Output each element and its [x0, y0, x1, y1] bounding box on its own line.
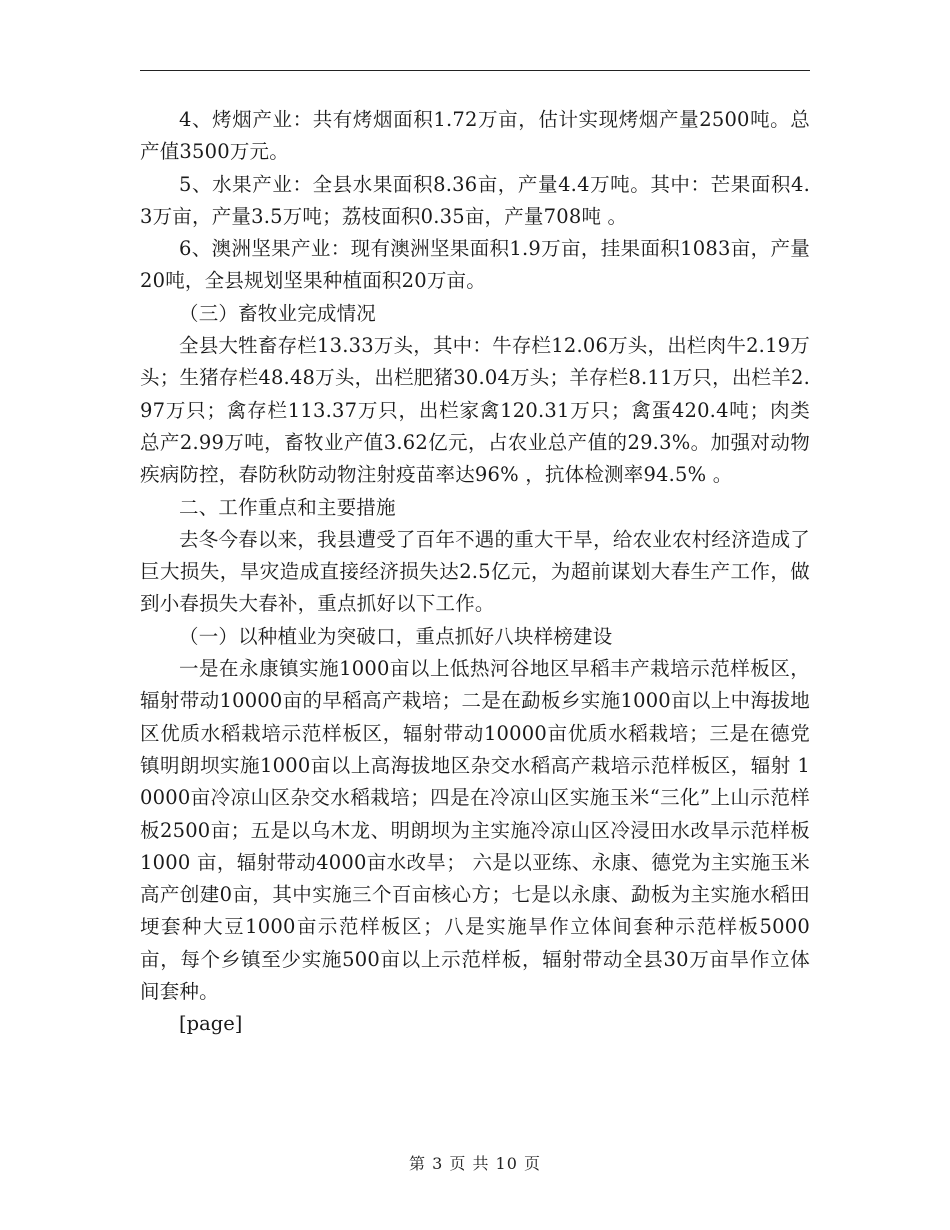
header-rule [140, 70, 810, 71]
paragraph-fruit: 5、水果产业：全县水果面积8.36亩，产量4.4万吨。其中：芒果面积4.3万亩，产量3.5万吨；荔枝面积0.35亩，产量708吨 。 [140, 172, 810, 228]
paragraph-tobacco: 4、烤烟产业：共有烤烟面积1.72万亩，估计实现烤烟产量2500吨。总产值3500万元。 [140, 108, 810, 164]
paragraph-livestock: 全县大牲畜存栏13.33万头，其中：牛存栏12.06万头，出栏肉牛2.19万头；生猪存栏48.48万头，出栏肥猪30.04万头；羊存栏8.11万只，出栏羊2.97万只；禽存栏113.37万只，出栏家禽120.31万只；禽蛋420.4吨；肉类总产2.99万吨，畜牧业产值3.62亿元，占农业总产值的29.3%。加强对动物疾病防控，春防秋防动物注射疫苗率达96% ，抗体检测率94.5% 。 [140, 334, 810, 487]
page-marker: [page] [179, 1012, 243, 1036]
paragraph-drought: 去冬今春以来，我县遭受了百年不遇的重大干旱，给农业农村经济造成了巨大损失，旱灾造成直接经济损失达2.5亿元，为超前谋划大春生产工作，做到小春损失大春补，重点抓好以下工作。 [140, 527, 810, 616]
paragraph-demo-plots: 一是在永康镇实施1000亩以上低热河谷地区早稻丰产栽培示范样板区，辐射带动10000亩的早稻高产栽培；二是在勐板乡实施1000亩以上中海拔地区优质水稻栽培示范样板区，辐射带动10000亩优质水稻栽培；三是在德党镇明朗坝实施1000亩以上高海拔地区杂交水稻高产栽培示范样板区，辐射 10000亩冷凉山区杂交水稻栽培；四是在冷凉山区实施玉米“三化”上山示范样板2500亩；五是以乌木龙、明朗坝为主实施冷凉山区冷浸田水改旱示范样板1000 亩，辐射带动4000亩水改旱； 六是以亚练、永康、德党为主实施玉米高产创建0亩，其中实施三个百亩核心方；七是以永康、勐板为主实施水稻田埂套种大豆1000亩示范样板区；八是实施旱作立体间套种示范样板5000亩，每个乡镇至少实施500亩以上示范样板，辐射带动全县30万亩旱作立体间套种。 [140, 657, 810, 1004]
section-heading-livestock: （三）畜牧业完成情况 [179, 301, 377, 325]
document-body [140, 104, 810, 1041]
section-heading-planting: （一）以种植业为突破口，重点抓好八块样榜建设 [179, 624, 613, 648]
paragraph-macadamia: 6、澳洲坚果产业：现有澳洲坚果面积1.9万亩，挂果面积1083亩，产量20吨，全县规划坚果种植面积20万亩。 [140, 237, 810, 293]
section-heading-key-work: 二、工作重点和主要措施 [179, 495, 396, 519]
page-number-footer: 第 3 页 共 10 页 [409, 1154, 541, 1173]
